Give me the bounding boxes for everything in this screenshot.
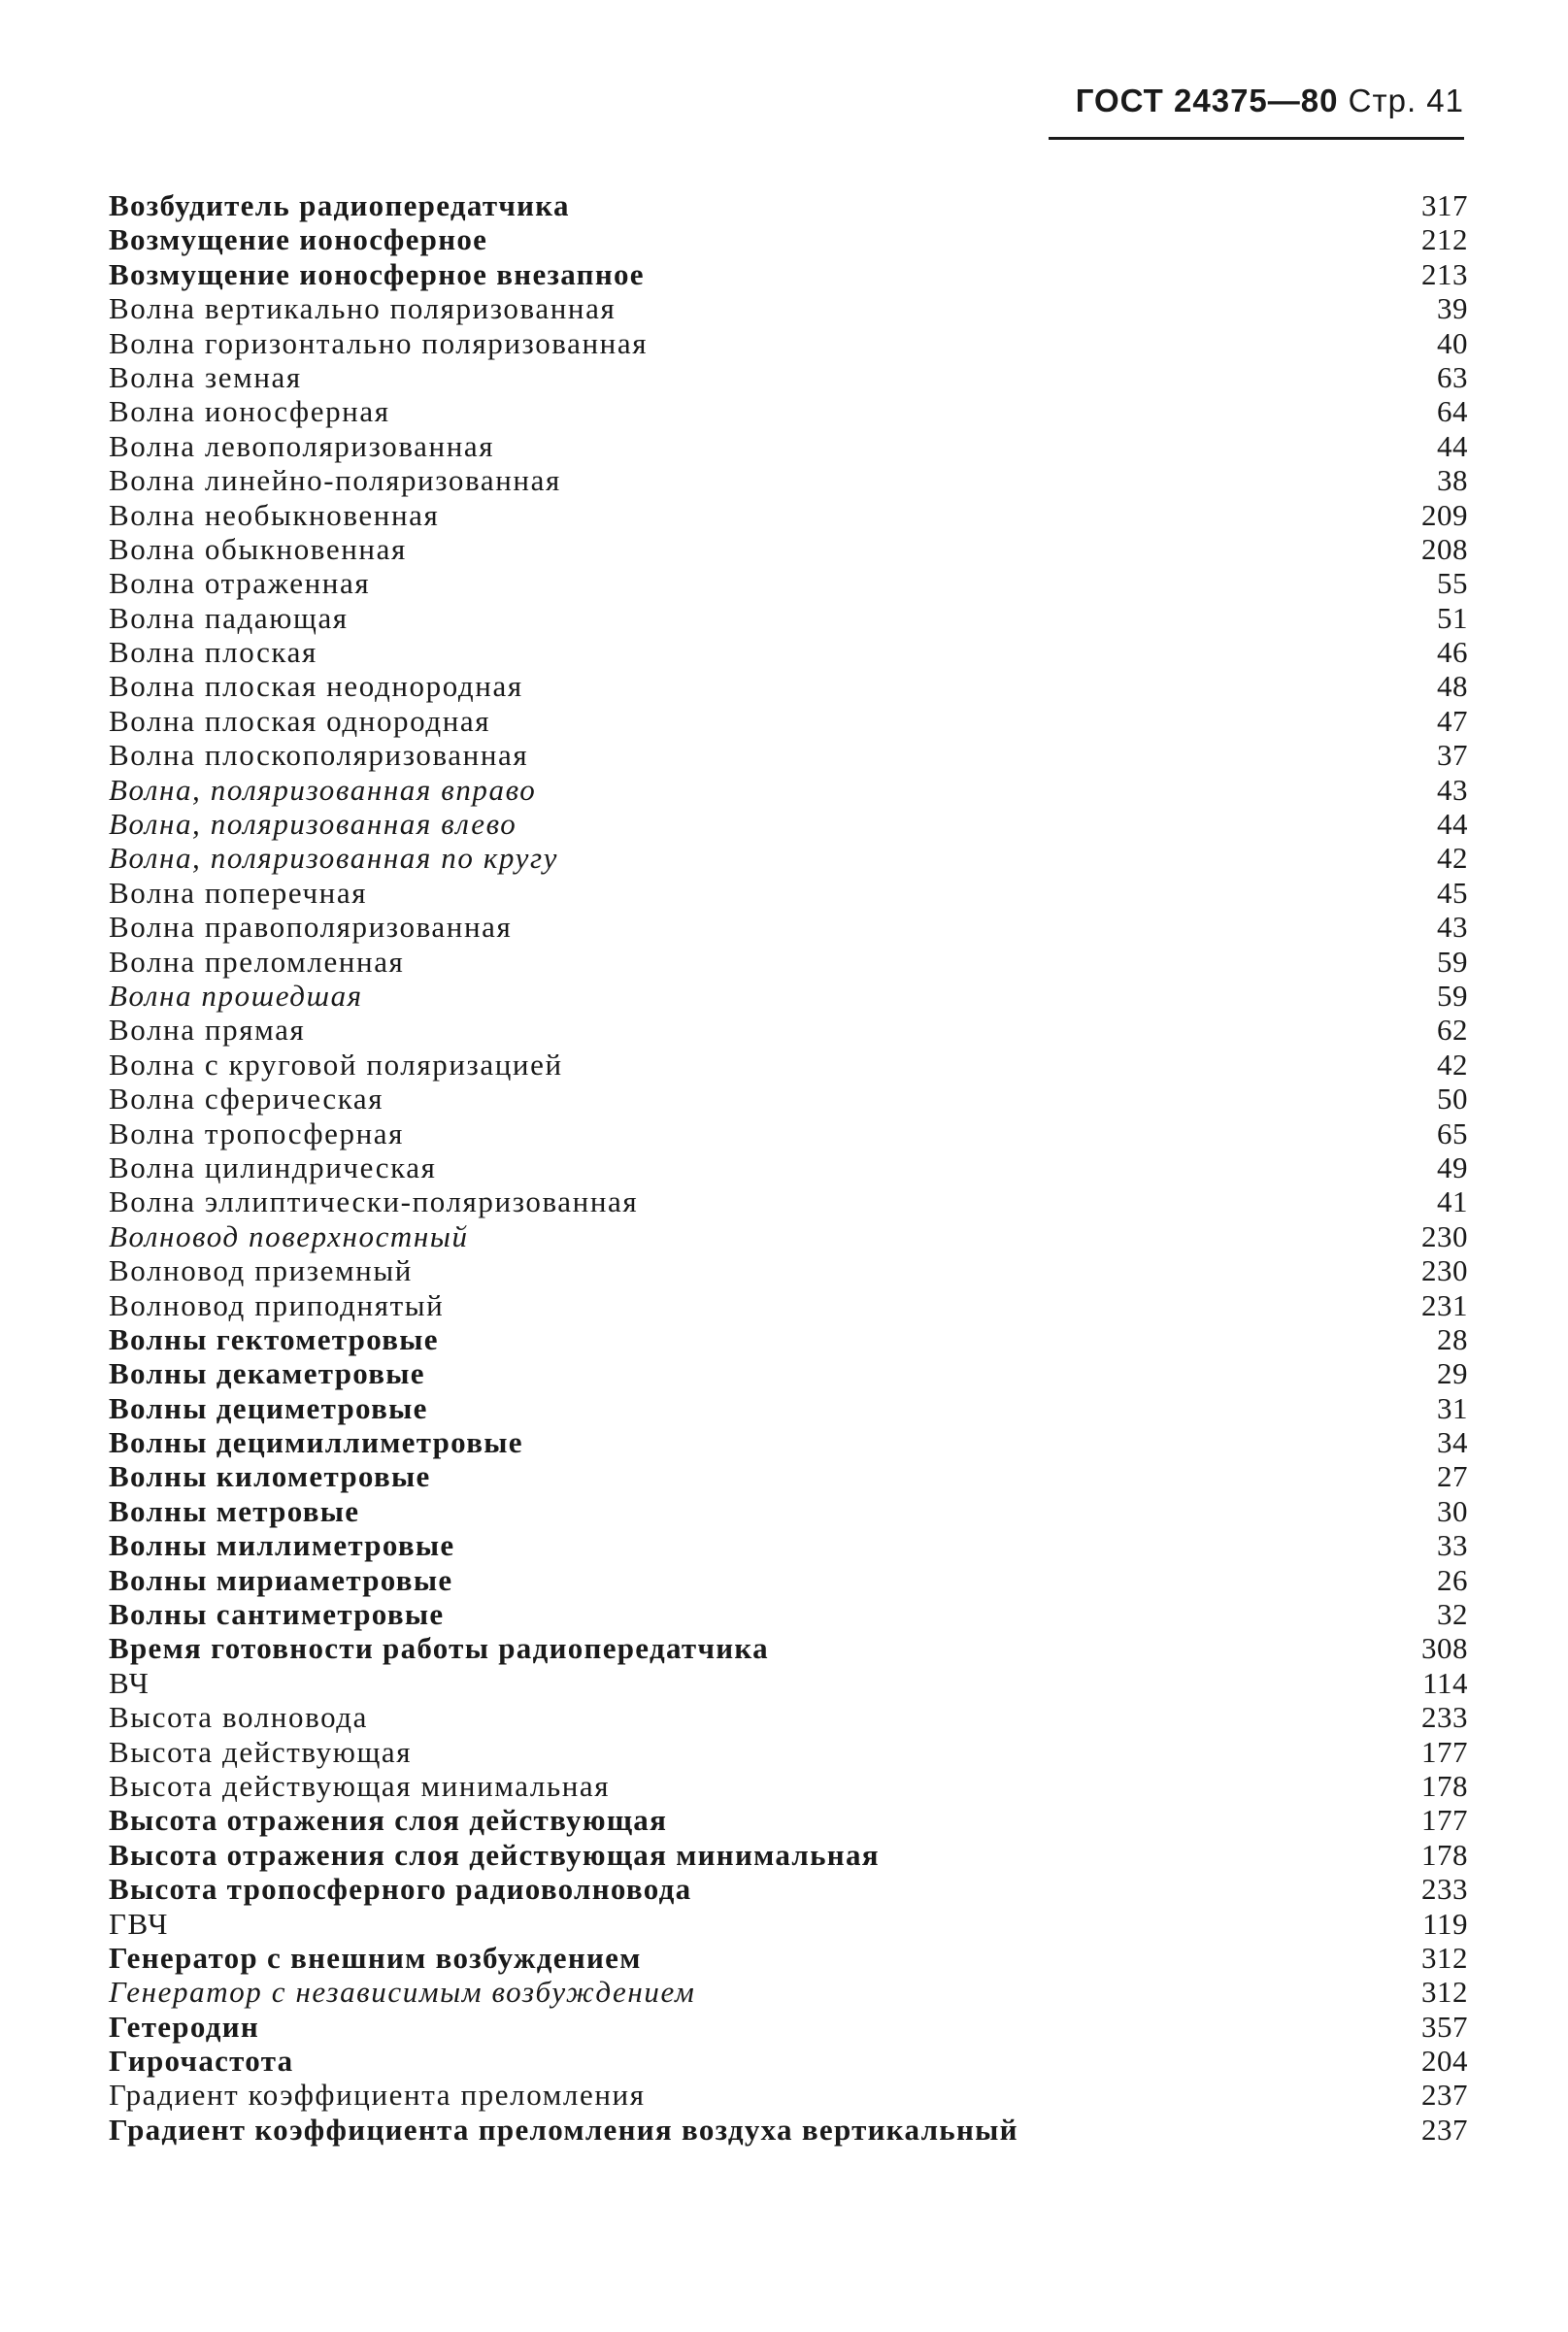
index-page-number: 59 [1437, 944, 1468, 979]
index-term: Возмущение ионосферное внезапное [109, 256, 645, 291]
index-page-number: 26 [1437, 1562, 1468, 1597]
index-entry [109, 291, 1468, 325]
page-number-label: Стр. 41 [1348, 83, 1464, 118]
index-term: Волны мириаметровые [109, 1562, 453, 1597]
index-term: Волна линейно-поляризованная [109, 463, 561, 498]
index-entry [109, 1563, 1468, 1597]
index-term: Волна плоская неоднородная [109, 669, 523, 704]
index-page-number: 42 [1437, 1047, 1468, 1082]
index-entry [109, 326, 1468, 360]
index-term: Высота тропосферного радиоволновода [109, 1872, 692, 1907]
index-page-number: 178 [1421, 1768, 1468, 1803]
index-entry [109, 1391, 1468, 1425]
index-page-number: 213 [1421, 256, 1468, 291]
index-page-number: 177 [1421, 1803, 1468, 1838]
page-header [1049, 80, 1464, 140]
index-entry [109, 1288, 1468, 1322]
index-page-number: 233 [1421, 1872, 1468, 1907]
index-page-number: 357 [1421, 2009, 1468, 2044]
index-term: Генератор с внешним возбуждением [109, 1940, 642, 1975]
index-term: Градиент коэффициента преломления [109, 2078, 646, 2113]
index-page-number: 209 [1421, 497, 1468, 532]
index-term: Волна вертикально поляризованная [109, 291, 617, 326]
index-page-number: 40 [1437, 325, 1468, 360]
index-entry [109, 222, 1468, 256]
index-term: Волна, поляризованная вправо [109, 772, 537, 807]
index-page-number: 43 [1437, 910, 1468, 945]
index-entry [109, 1907, 1468, 1941]
index-entry [109, 876, 1468, 910]
index-entry [109, 532, 1468, 566]
index-entry [109, 1631, 1468, 1665]
index-term: Градиент коэффициента преломления воздуха вертикальный [109, 2112, 1018, 2147]
index-term: Волны декаметровые [109, 1356, 425, 1391]
index-page-number: 51 [1437, 600, 1468, 635]
index-page-number: 119 [1422, 1906, 1468, 1941]
index-page-number: 59 [1437, 978, 1468, 1013]
index-page-number: 33 [1437, 1528, 1468, 1563]
index-page-number: 37 [1437, 738, 1468, 773]
index-term: Возмущение ионосферное [109, 222, 488, 257]
index-page-number: 47 [1437, 703, 1468, 738]
index-entry [109, 1528, 1468, 1562]
index-term: Генератор с независимым возбуждением [109, 1975, 696, 2010]
index-entry [109, 2078, 1468, 2112]
running-head [1076, 83, 1464, 118]
index-entry [109, 979, 1468, 1013]
index-term: Высота отражения слоя действующая [109, 1803, 668, 1838]
index-term: Волны миллиметровые [109, 1528, 455, 1563]
index-term: Волны километровые [109, 1459, 431, 1494]
index-term: Волна цилиндрическая [109, 1149, 437, 1184]
index-page-number: 230 [1421, 1218, 1468, 1253]
index-entry [109, 1048, 1468, 1082]
index-term: Высота действующая минимальная [109, 1768, 611, 1803]
index-page-number: 312 [1421, 1975, 1468, 2010]
index-page-number: 237 [1421, 2078, 1468, 2113]
index-page-number: 177 [1421, 1734, 1468, 1769]
index-term: Время готовности работы радиопередатчика [109, 1631, 769, 1666]
index-page-number: 44 [1437, 807, 1468, 842]
index-term: Высота волновода [109, 1700, 369, 1735]
index-page-number: 28 [1437, 1321, 1468, 1356]
index-term: Волна плоская [109, 635, 317, 670]
index-term: Волны метровые [109, 1493, 360, 1528]
index-entry [109, 1184, 1468, 1218]
index-term: Волна сферическая [109, 1082, 384, 1116]
index-term: Волна тропосферная [109, 1116, 405, 1150]
index-page-number: 32 [1437, 1597, 1468, 1632]
index-entry [109, 1838, 1468, 1872]
index-page-number: 230 [1421, 1253, 1468, 1288]
index-page-number: 50 [1437, 1082, 1468, 1116]
index-term: Высота действующая [109, 1734, 413, 1769]
index-term: Волна плоскополяризованная [109, 738, 529, 773]
index-page-number: 29 [1437, 1356, 1468, 1391]
index-term: Волна, поляризованная по кругу [109, 841, 559, 876]
index-term: Волны децимиллиметровые [109, 1425, 523, 1460]
index-term: Волна необыкновенная [109, 497, 440, 532]
index-page-number: 204 [1421, 2044, 1468, 2079]
index-term: Волна эллиптически-поляризованная [109, 1184, 639, 1219]
index-term: Волны дециметровые [109, 1390, 428, 1425]
index-entry [109, 1769, 1468, 1803]
index-term: Волны сантиметровые [109, 1597, 445, 1632]
index-entry [109, 945, 1468, 979]
index-term: Волна поперечная [109, 875, 368, 910]
index-entry [109, 1253, 1468, 1287]
index-entry [109, 773, 1468, 807]
index-entry [109, 910, 1468, 944]
index-term: Волна левополяризованная [109, 428, 495, 463]
index-page-number: 55 [1437, 566, 1468, 601]
index-term: Волны гектометровые [109, 1321, 439, 1356]
index-entry [109, 1494, 1468, 1528]
index-page-number: 44 [1437, 428, 1468, 463]
index-page-number: 62 [1437, 1013, 1468, 1048]
index-entry [109, 2113, 1468, 2147]
index-entry [109, 1735, 1468, 1769]
index-term: Волна отраженная [109, 566, 371, 601]
index-entry [109, 2010, 1468, 2044]
index-page-number: 212 [1421, 222, 1468, 257]
index-term: Гирочастота [109, 2044, 294, 2079]
index-entry [109, 1013, 1468, 1047]
index-term: Волна обыкновенная [109, 531, 407, 566]
index-term: Волна плоская однородная [109, 703, 491, 738]
index-page-number: 178 [1421, 1837, 1468, 1872]
index-page-number: 233 [1421, 1700, 1468, 1735]
index-page-number: 114 [1422, 1665, 1468, 1700]
index-page-number: 208 [1421, 531, 1468, 566]
index-entry [109, 738, 1468, 772]
index-term: Волна, поляризованная влево [109, 807, 517, 842]
index-page-number: 64 [1437, 394, 1468, 429]
index-entry [109, 360, 1468, 394]
index-term: Волна с круговой поляризацией [109, 1047, 563, 1082]
index-entry [109, 1459, 1468, 1493]
index-term: Волновод поверхностный [109, 1218, 469, 1253]
index-entry [109, 1975, 1468, 2009]
index-entry [109, 807, 1468, 841]
index-page-number: 312 [1421, 1940, 1468, 1975]
index-entry [109, 498, 1468, 532]
standard-number: ГОСТ 24375—80 [1075, 83, 1339, 118]
index-entry [109, 1150, 1468, 1184]
index-term: Волна прямая [109, 1013, 306, 1048]
index-page-number: 63 [1437, 359, 1468, 394]
index-page-number: 231 [1421, 1287, 1468, 1322]
index-entry [109, 1116, 1468, 1150]
index-entry [109, 1425, 1468, 1459]
index-entry [109, 601, 1468, 635]
index-page-number: 308 [1421, 1631, 1468, 1666]
index-entry [109, 1597, 1468, 1631]
index-term: Волна земная [109, 359, 302, 394]
index-page-number: 30 [1437, 1493, 1468, 1528]
index-page-number: 42 [1437, 841, 1468, 876]
index-page-number: 39 [1437, 291, 1468, 326]
index-page-number: 49 [1437, 1149, 1468, 1184]
index-term: Волновод приподнятый [109, 1287, 445, 1322]
index-page-number: 38 [1437, 463, 1468, 498]
index-entry [109, 463, 1468, 497]
index-term: Волна горизонтально поляризованная [109, 325, 649, 360]
index-entry [109, 429, 1468, 463]
index-entry [109, 1356, 1468, 1390]
index-entry [109, 635, 1468, 669]
index-term: Высота отражения слоя действующая минимальная [109, 1837, 880, 1872]
index-page-number: 48 [1437, 669, 1468, 704]
index-entry [109, 669, 1468, 703]
index-page-number: 31 [1437, 1390, 1468, 1425]
index-entry [109, 841, 1468, 875]
index-entry [109, 1700, 1468, 1734]
index-page-number: 27 [1437, 1459, 1468, 1494]
index-page-number: 65 [1437, 1116, 1468, 1150]
index-entry [109, 1219, 1468, 1253]
index-entry [109, 566, 1468, 600]
index-page-number: 43 [1437, 772, 1468, 807]
index-entry [109, 1322, 1468, 1356]
index-page-number: 45 [1437, 875, 1468, 910]
index-page-number: 34 [1437, 1425, 1468, 1460]
index-entry [109, 1872, 1468, 1906]
index-page-number: 317 [1421, 188, 1468, 222]
index-entry [109, 704, 1468, 738]
index-term: ВЧ [109, 1665, 150, 1700]
index-term: Волна прошедшая [109, 978, 363, 1013]
index-term: Волна падающая [109, 600, 349, 635]
index-entry [109, 2044, 1468, 2078]
index-term: ГВЧ [109, 1906, 170, 1941]
index-page-number: 41 [1437, 1184, 1468, 1219]
index-term: Волна правополяризованная [109, 910, 513, 945]
index-term: Волна преломленная [109, 944, 405, 979]
index-term: Волна ионосферная [109, 394, 390, 429]
index-term: Гетеродин [109, 2009, 260, 2044]
index-term: Волновод приземный [109, 1253, 413, 1288]
index-entry [109, 188, 1468, 222]
index-page-number: 46 [1437, 635, 1468, 670]
index-entry [109, 1082, 1468, 1116]
term-index-list [109, 188, 1468, 2147]
index-term: Возбудитель радиопередатчика [109, 188, 570, 222]
index-entry [109, 257, 1468, 291]
index-entry [109, 1666, 1468, 1700]
index-entry [109, 1941, 1468, 1975]
index-entry [109, 1803, 1468, 1837]
index-page-number: 237 [1421, 2112, 1468, 2147]
index-entry [109, 394, 1468, 428]
